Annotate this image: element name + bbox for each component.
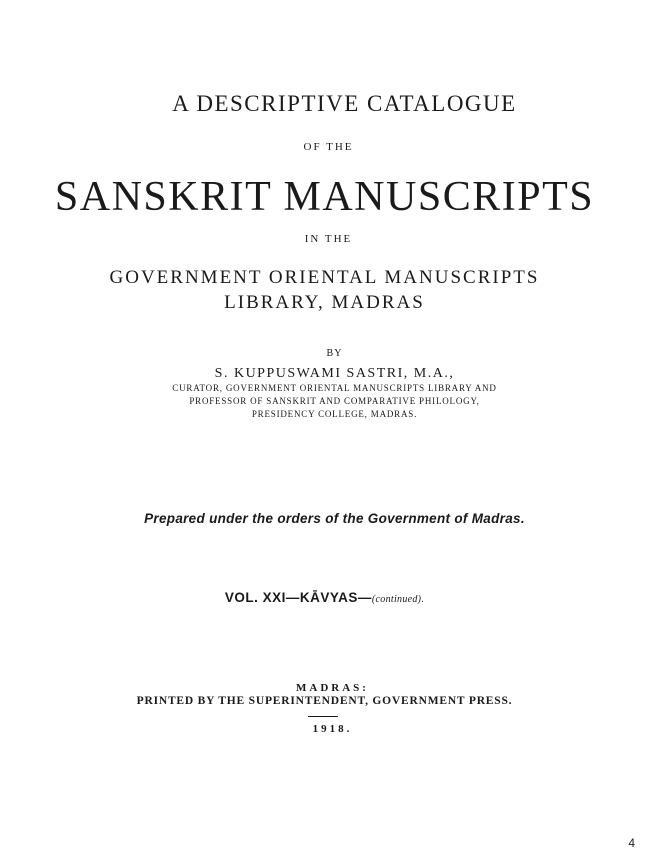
by-text: BY — [326, 348, 343, 359]
page-number: 4 — [628, 836, 635, 850]
volume-line — [0, 591, 649, 605]
prepared-note: Prepared under the orders of the Government of Madras. — [144, 511, 525, 526]
catalogue-heading: A DESCRIPTIVE CATALOGUE — [172, 91, 517, 116]
author-credential: PRESIDENCY COLLEGE, MADRAS. — [251, 409, 418, 419]
author-credential: CURATOR, GOVERNMENT ORIENTAL MANUSCRIPTS LIBRARY AND — [172, 383, 497, 393]
imprint-year: 1918. — [312, 723, 353, 735]
main-title: SANSKRIT MANUSCRIPTS — [54, 174, 595, 220]
author-credential: PROFESSOR OF SANSKRIT AND COMPARATIVE PHILOLOGY, — [189, 396, 480, 406]
imprint-place: MADRAS: — [296, 682, 369, 694]
volume-note: (continued). — [371, 594, 425, 605]
institution-line-2: LIBRARY, MADRAS — [224, 292, 425, 313]
author-name: S. KUPPUSWAMI SASTRI, M.A., — [214, 366, 455, 381]
in-the-text: IN THE — [304, 233, 353, 245]
of-the-text: OF THE — [303, 141, 354, 153]
volume-title: VOL. XXI—KĀVYAS— — [224, 590, 372, 605]
imprint-rule — [308, 716, 338, 717]
institution-line-1: GOVERNMENT ORIENTAL MANUSCRIPTS — [109, 267, 540, 288]
imprint-printer: PRINTED BY THE SUPERINTENDENT, GOVERNMENT PRESS. — [136, 695, 513, 707]
